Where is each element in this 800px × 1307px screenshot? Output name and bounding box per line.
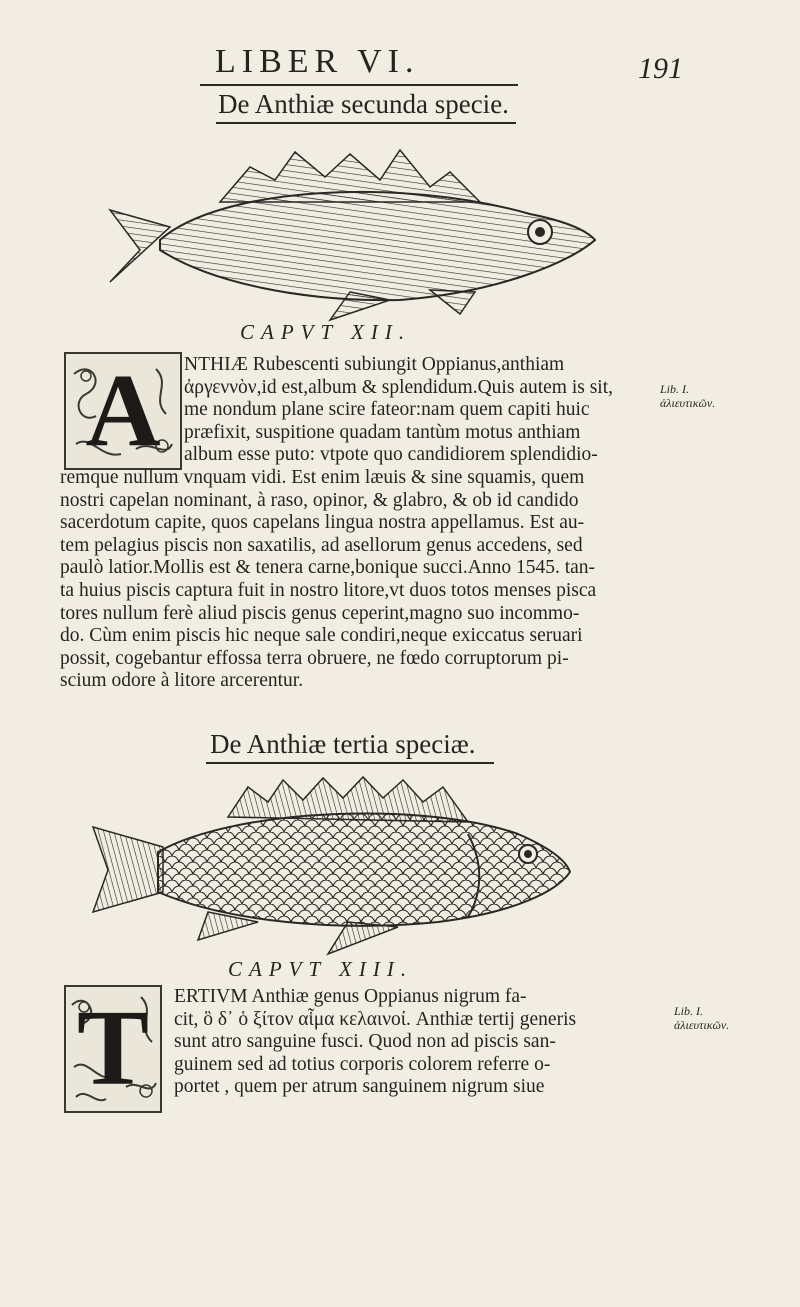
margin-note-reference: Lib. I. ἀλιευτικῶν. [660,382,716,410]
text-line: sacerdotum capite, quos capelans lingua nostra appellamus. Est au- [60,512,585,534]
section-title-second-species: De Anthiæ secunda specie. [218,89,509,119]
text-line: NTHIÆ Rubescenti subiungit Oppianus,anthiam [184,354,565,375]
fish-illustration-smooth [100,132,600,322]
text-line: remque nullum vnquam vidi. Est enim læuis & sine squamis, quem [60,466,585,488]
text-line: portet , quem per atrum sanguinem nigrum siue [174,1076,545,1098]
text-line: scium odore à litore arcerentur. [60,670,304,692]
initial-letter-t: T [76,989,150,1108]
fish-illustration-scaled [88,772,578,957]
chapter-xiii-text [174,986,624,1099]
running-head: LIBER VI. [215,43,420,80]
text-line: paulò latior.Mollis est & tenera carne,bonique succi.Anno 1545. tan- [60,557,596,579]
text-line: ERTIVM Anthiæ genus Oppianus nigrum fa- [174,986,527,1007]
section-title-third-species: De Anthiæ tertia speciæ. [210,729,476,759]
initial-letter-a: A [85,353,161,468]
text-line: tem pelagius piscis non saxatilis, ad asellorum genus accedens, sed [60,534,583,556]
text-line: tores nullum ferè aliud piscis genus ceperint,magno suo incommo- [60,602,580,624]
text-line: ἀργεννὸν,id est,album & splendidum.Quis autem is sit, [184,376,614,398]
margin-note-reference: Lib. I. ἀλιευτικῶν. [674,1004,730,1032]
text-line: sunt atro sanguine fusci. Quod non ad piscis san- [174,1031,556,1053]
text-line: do. Cùm enim piscis hic neque sale condiri,neque exiccatus seruari [60,625,583,647]
title-rule [216,122,516,124]
decorated-initial-t [64,985,162,1113]
text-line: guinem sed ad totius corporis colorem referre o- [174,1053,551,1075]
chapter-xii-text [60,354,640,693]
text-line: possit, cogebantur effossa terra obruere, ne fœdo corruptorum pi- [60,647,569,669]
header-rule [200,84,518,86]
text-line: cit, ὃ δ᾽ ὁ ξίτον αἷμα κελαινοί. Anthiæ tertij generis [174,1008,577,1030]
text-line: album esse puto: vtpote quo candidiorem splendidio- [184,444,598,466]
text-line: nostri capelan nominant, à raso, opinor, & glabro, & ob id candido [60,489,579,511]
chapter-heading-xii: CAPVT XII. [240,320,412,344]
chapter-heading-xiii: CAPVT XIII. [228,957,414,981]
text-line: præfixit, suspitione quadam tantùm motus anthiam [184,421,581,443]
text-line: ta huius piscis captura fuit in nostro litore,vt duos totos menses pisca [60,579,597,601]
text-line: me nondum plane scire fateor:nam quem capiti huic [184,399,590,421]
page-number: 191 [638,52,683,85]
title-rule [206,762,494,764]
